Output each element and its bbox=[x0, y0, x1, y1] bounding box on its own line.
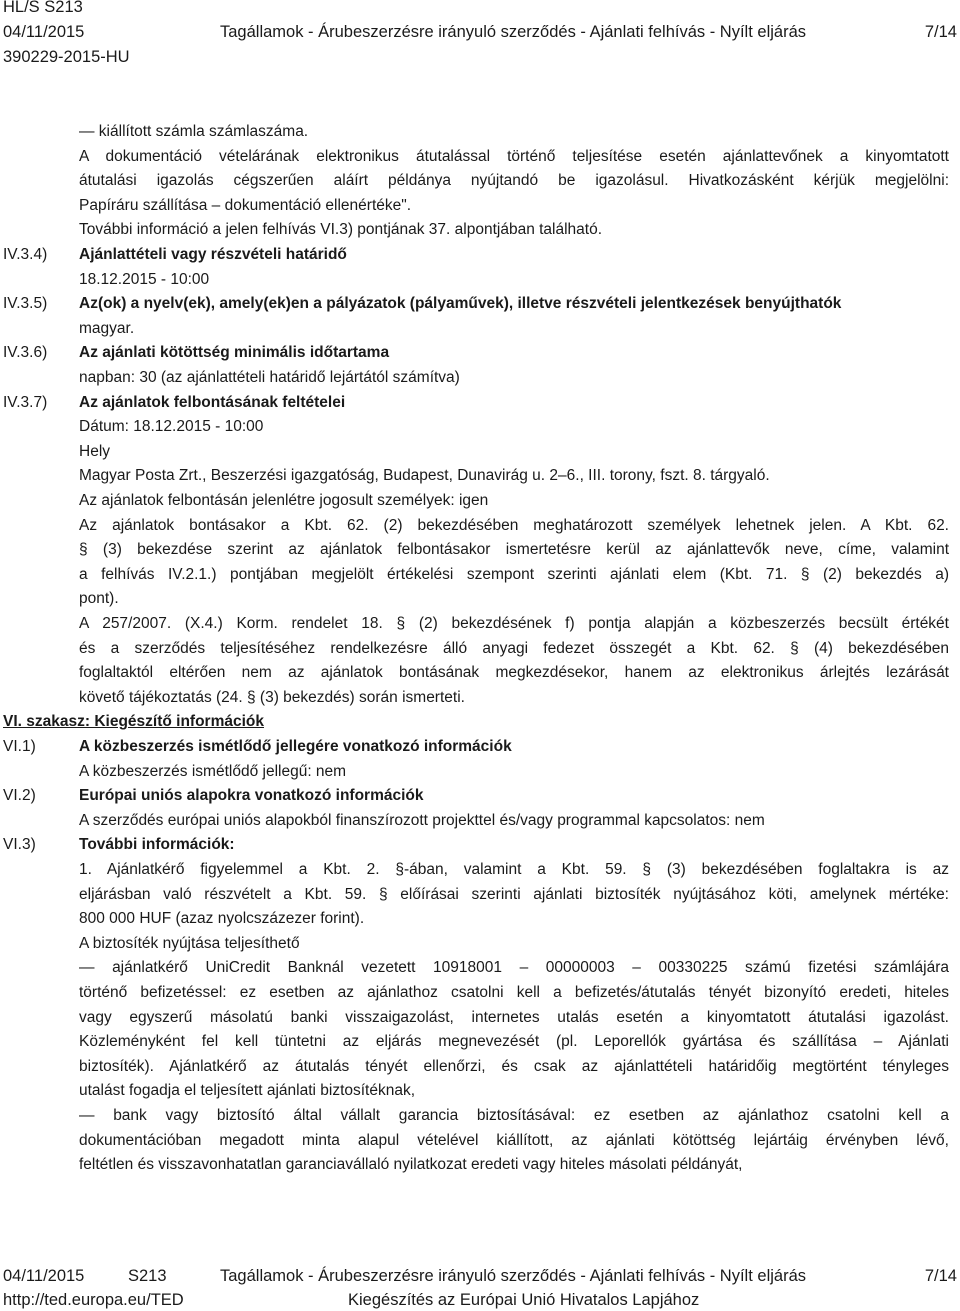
text-line bbox=[0, 1006, 960, 1030]
section-number: VI.2) bbox=[3, 787, 36, 805]
text-line bbox=[0, 538, 960, 562]
body-text: További információ a jelen felhívás VI.3) pontjának 37. alpontjában található. bbox=[79, 221, 603, 239]
text-line bbox=[0, 1030, 960, 1054]
body-text: feltétlen és visszavonhatatlan garanciavállaló nyilatkozat eredeti vagy hiteles másolati példányát, bbox=[79, 1156, 743, 1174]
body-text: Hely bbox=[79, 442, 111, 460]
text-line bbox=[0, 415, 960, 439]
body-text: pont). bbox=[79, 590, 119, 608]
text-line bbox=[0, 686, 960, 710]
section-heading: A közbeszerzés ismétlődő jellegére vonatkozó információk bbox=[79, 738, 512, 755]
header-row bbox=[3, 22, 957, 42]
body-text: Papíráru szállítása – dokumentáció ellenértéke". bbox=[79, 196, 412, 214]
body-text: Közleményként fel kell tüntetni az eljárás megnevezését (pl. Leporellók gyártása és szállítása – Ajánlati bbox=[79, 1033, 949, 1051]
body-text: átutalási igazolás cégszerűen aláírt példánya nyújtandó be igazolásul. Hivatkozásként kérjük megjelölni: bbox=[79, 172, 949, 190]
text-line bbox=[0, 587, 960, 611]
body-text: — ajánlatkérő UniCredit Banknál vezetett 10918001 – 00000003 – 00330225 számú fizetési számlájára bbox=[79, 959, 949, 977]
footer-page-number: 7/14 bbox=[924, 1267, 957, 1285]
section-heading: További információk: bbox=[79, 836, 235, 854]
body-text: Az ajánlatok bontásakor a Kbt. 62. (2) bekezdésében meghatározott személyek lehetnek jelen. A Kbt. 62. bbox=[79, 516, 949, 534]
header-doc-ref: HL/S S213 bbox=[3, 0, 83, 16]
text-line bbox=[0, 661, 960, 685]
section-number: IV.3.6) bbox=[3, 344, 48, 362]
body-text: A szerződés európai uniós alapokból finanszírozott projekttel és/vagy programmal kapcsolatos: nem bbox=[79, 811, 765, 829]
body-text: A biztosíték nyújtása teljesíthető bbox=[79, 934, 300, 952]
text-line bbox=[0, 317, 960, 341]
text-line bbox=[0, 932, 960, 956]
body-text: — bank vagy biztosító által vállalt garancia biztosításával: ez esetben az ajánlathoz csatolni kell a bbox=[79, 1107, 949, 1124]
body-text: történő befizetéssel: ez esetben az ajánlathoz csatolni kell a befizetés/átutalás tényét bizonyító eredeti, hiteles bbox=[79, 984, 949, 1001]
body-text: 1. Ajánlatkérő figyelemmel a Kbt. 2. §-ában, valamint a Kbt. 59. § (3) bekezdésében foglaltakra is az bbox=[79, 861, 949, 878]
header-title: Tagállamok - Árubeszerzésre irányuló szerződés - Ajánlati felhívás - Nyílt eljárás bbox=[220, 23, 806, 41]
text-line bbox=[0, 169, 960, 193]
text-line bbox=[0, 194, 960, 218]
text-line bbox=[0, 464, 960, 488]
body-text: magyar. bbox=[79, 319, 135, 337]
body-text: A közbeszerzés ismétlődő jellegű: nem bbox=[79, 762, 347, 780]
text-line bbox=[0, 489, 960, 513]
text-line bbox=[0, 809, 960, 833]
text-line bbox=[0, 710, 960, 734]
footer-series: S213 bbox=[128, 1267, 167, 1285]
footer-row bbox=[3, 1266, 957, 1286]
text-line bbox=[0, 243, 960, 267]
section-number: IV.3.4) bbox=[3, 246, 48, 263]
text-line bbox=[0, 612, 960, 636]
body-text: utalást fogadja el teljesített ajánlati biztosítéknak, bbox=[79, 1082, 416, 1100]
header-date: 04/11/2015 bbox=[3, 23, 85, 41]
section-number: IV.3.5) bbox=[3, 295, 48, 313]
section-heading: Az ajánlati kötöttség minimális időtartama bbox=[79, 344, 390, 362]
body-text: és a szerződés teljesítéséhez rendelkezésre álló anyagi fedezet összegét a Kbt. 62. § (4) bekezdésében bbox=[79, 639, 949, 657]
text-line bbox=[0, 145, 960, 169]
body-text: 18.12.2015 - 10:00 bbox=[79, 270, 210, 288]
text-line bbox=[0, 514, 960, 538]
body-text: eljárásban való részvételt a Kbt. 59. § előírásai szerinti ajánlati biztosíték nyújtásához köti, amelynek mértéke: bbox=[79, 885, 949, 903]
text-line bbox=[0, 440, 960, 464]
header-doc-number: 390229-2015-HU bbox=[3, 48, 130, 66]
section-heading: VI. szakasz: Kiegészítő információk bbox=[3, 713, 265, 731]
body-text: 800 000 HUF (azaz nyolcszázezer forint). bbox=[79, 910, 365, 928]
text-line bbox=[0, 391, 960, 415]
text-line bbox=[0, 218, 960, 242]
footer-supplement: Kiegészítés az Európai Unió Hivatalos Lapjához bbox=[348, 1291, 700, 1309]
text-line bbox=[0, 1153, 960, 1177]
section-heading: Európai uniós alapokra vonatkozó információk bbox=[79, 787, 424, 805]
text-line bbox=[0, 858, 960, 882]
text-line bbox=[0, 1104, 960, 1128]
body-text: foglaltaktól eltérően nem az ajánlatok bontásának megkezdésekor, hanem az elektronikus árlejtés lezárását bbox=[79, 664, 949, 682]
body-text: — kiállított számla számlaszáma. bbox=[79, 123, 309, 140]
footer-row-2 bbox=[3, 1290, 957, 1310]
body-text: napban: 30 (az ajánlattételi határidő lejártától számítva) bbox=[79, 369, 460, 386]
section-number: VI.1) bbox=[3, 738, 36, 755]
text-line bbox=[0, 907, 960, 931]
text-line bbox=[0, 292, 960, 316]
footer-url-link[interactable]: http://ted.europa.eu/TED bbox=[3, 1291, 184, 1309]
text-line bbox=[0, 637, 960, 661]
text-line bbox=[0, 735, 960, 759]
header-page-number: 7/14 bbox=[924, 23, 957, 41]
body-text: Magyar Posta Zrt., Beszerzési igazgatóság, Budapest, Dunavirág u. 2–6., III. torony, fszt. 8. tárgyaló. bbox=[79, 467, 770, 485]
body-text: Dátum: 18.12.2015 - 10:00 bbox=[79, 418, 264, 436]
section-heading: Az(ok) a nyelv(ek), amely(ek)en a pályázatok (pályaművek), illetve részvételi jelentkezések benyújthatók bbox=[79, 295, 842, 313]
section-number: VI.3) bbox=[3, 836, 36, 854]
section-number: IV.3.7) bbox=[3, 393, 48, 411]
body-text: Az ajánlatok felbontásán jelenlétre jogosult személyek: igen bbox=[79, 492, 489, 509]
section-heading: Ajánlattételi vagy részvételi határidő bbox=[79, 246, 347, 263]
body-text: dokumentációban megadott minta alapul vételével kiállított, az ajánlati kötöttség lejártáig érvényben lévő, bbox=[79, 1131, 949, 1149]
text-line bbox=[0, 366, 960, 390]
text-line bbox=[0, 1055, 960, 1079]
text-line bbox=[0, 1129, 960, 1153]
body-text: § (3) bekezdése szerint az ajánlatok felbontásakor ismertetésre kerül az ajánlattevők neve, címe, valamint bbox=[79, 541, 949, 559]
text-line bbox=[0, 760, 960, 784]
text-line bbox=[0, 833, 960, 857]
text-line bbox=[0, 1079, 960, 1103]
text-line bbox=[0, 784, 960, 808]
body-text: A dokumentáció vételárának elektronikus átutalással történő teljesítése esetén ajánlattevőnek a kinyomtatott bbox=[79, 147, 949, 165]
body-text: A 257/2007. (X.4.) Korm. rendelet 18. § (2) bekezdésének f) pontja alapján a közbeszerzés becsült értékét bbox=[79, 615, 949, 632]
footer-date: 04/11/2015 bbox=[3, 1267, 85, 1285]
text-line bbox=[0, 120, 960, 144]
text-line bbox=[0, 563, 960, 587]
body-text: biztosíték). Ajánlatkérő az átutalás tényét ellenőrzi, és csak az ajánlattételi határidőig megtörtént tényleges bbox=[79, 1057, 949, 1075]
section-heading: Az ajánlatok felbontásának feltételei bbox=[79, 393, 346, 411]
text-line bbox=[0, 981, 960, 1005]
text-line bbox=[0, 268, 960, 292]
body-text: a felhívás IV.2.1.) pontjában megjelölt értékelési szempont szerinti ajánlati elem (Kbt. 71. § (2) bekezdés a) bbox=[79, 565, 949, 583]
text-line bbox=[0, 341, 960, 365]
footer-title: Tagállamok - Árubeszerzésre irányuló szerződés - Ajánlati felhívás - Nyílt eljárás bbox=[220, 1267, 806, 1285]
body-text: követő tájékoztatás (24. § (3) bekezdés) során ismerteti. bbox=[79, 688, 465, 706]
text-line bbox=[0, 956, 960, 980]
text-line bbox=[0, 883, 960, 907]
body-text: vagy egyszerű másolatú banki visszaigazolást, internetes utalás esetén a kinyomtatott átutalási igazolást. bbox=[79, 1008, 949, 1026]
